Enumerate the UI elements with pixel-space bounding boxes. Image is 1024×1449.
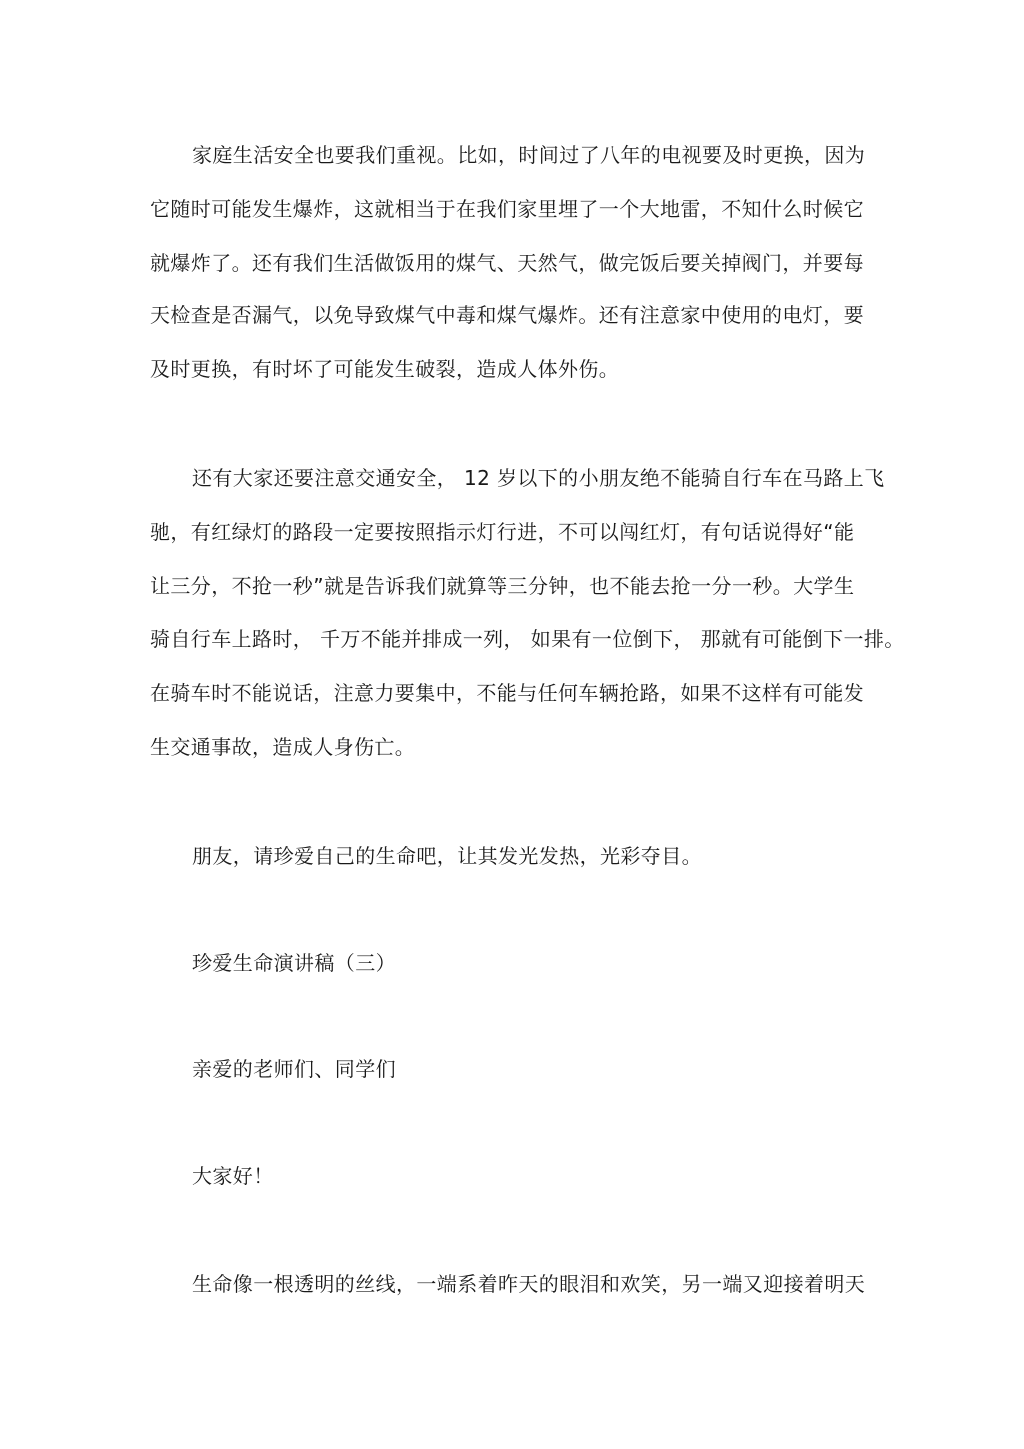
paragraph-3: 朋友，请珍爱自己的生命吧，让其发光发热，光彩夺目。	[192, 844, 702, 868]
paragraph-1-line-1: 家庭生活安全也要我们重视。比如，时间过了八年的电视要及时更换，因为	[192, 143, 866, 167]
paragraph-1-line-5: 及时更换，有时坏了可能发生破裂，造成人体外伤。	[150, 357, 620, 381]
paragraph-1-line-2: 它随时可能发生爆炸，这就相当于在我们家里埋了一个大地雷，不知什么时候它	[150, 197, 864, 221]
section-title: 珍爱生命演讲稿（三）	[192, 951, 396, 975]
paragraph-2-line-1: 还有大家还要注意交通安全， 12 岁以下的小朋友绝不能骑自行车在马路上飞	[192, 466, 885, 490]
greeting: 大家好！	[192, 1164, 274, 1188]
paragraph-2-line-3: 让三分，不抢一秒”就是告诉我们就算等三分钟，也不能去抢一分一秒。大学生	[150, 574, 855, 598]
paragraph-2-line-4: 骑自行车上路时， 千万不能并排成一列， 如果有一位倒下， 那就有可能倒下一排。	[150, 627, 905, 651]
salutation: 亲爱的老师们、同学们	[192, 1057, 396, 1081]
paragraph-2-line-6: 生交通事故，造成人身伤亡。	[150, 735, 416, 759]
paragraph-4-line-1: 生命像一根透明的丝线，一端系着昨天的眼泪和欢笑，另一端又迎接着明天	[192, 1272, 866, 1296]
paragraph-2-line-2: 驰，有红绿灯的路段一定要按照指示灯行进，不可以闯红灯，有句话说得好“能	[150, 520, 855, 544]
paragraph-1-line-3: 就爆炸了。还有我们生活做饭用的煤气、天然气，做完饭后要关掉阀门，并要每	[150, 251, 864, 275]
paragraph-1-line-4: 天检查是否漏气，以免导致煤气中毒和煤气爆炸。还有注意家中使用的电灯，要	[150, 303, 864, 327]
paragraph-2-line-5: 在骑车时不能说话，注意力要集中，不能与任何车辆抢路，如果不这样有可能发	[150, 681, 864, 705]
